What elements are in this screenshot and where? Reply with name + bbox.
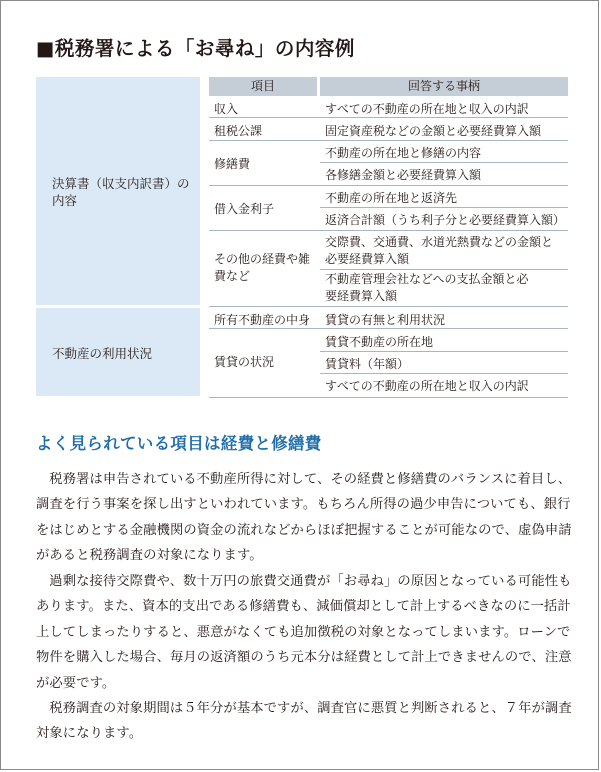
table-item: 借入金利子	[214, 202, 275, 216]
table-item: 所有不動産の中身	[214, 313, 311, 327]
table-answer: 不動産の所在地と修繕の内容	[325, 146, 482, 160]
table-answer: 賃貸不動産の所在地	[325, 335, 434, 349]
table-rule	[209, 328, 568, 329]
table-rule	[209, 397, 568, 398]
table-header-item: 項目	[209, 77, 317, 96]
table-item: 修繕費	[214, 157, 251, 171]
table-rule	[320, 351, 568, 352]
body-paragraph: 過剰な接待交際費や、数十万円の旅費交通費が「お尋ね」の原因となっている可能性もあります。また、資本的支出である修繕費も、減価償却として計上するべきなのに一括計上してしまったりすると、悪意がなくても追加徴税の対象となってしまいます。ローンで物件を購入した場合、毎月の返済額のうち元本分は経費として計上できませんので、注意が必要です。	[36, 574, 572, 691]
table-rule	[320, 373, 568, 374]
table-answer: 不動産の所在地と返済先	[325, 191, 458, 205]
table-answer: 賃貸の有無と利用状況	[325, 313, 446, 327]
body-paragraph: 税務署は申告されている不動産所得に対して、その経費と修繕費のバランスに着目し、調査を行う事案を探し出すといわれています。もちろん所得の過少申告についても、銀行をはじめとする金融機関の資金の流れなどからほぼ把握することが可能なので、虚偽申請があると税務調査の対象になります。	[36, 472, 572, 564]
section-heading: よく見られている項目は経費と修繕費	[36, 434, 322, 453]
table-rule	[209, 140, 568, 141]
table-rule	[209, 117, 568, 118]
table-rule	[320, 269, 568, 270]
table-rule	[209, 185, 568, 186]
table-answer: 不動産管理会社などへの支払金額と必要経費算入額	[325, 272, 529, 303]
table-answer: すべての不動産の所在地と収入の内訳	[325, 379, 529, 393]
table-answer: 返済合計額（うち利子分と必要経費算入額）	[325, 213, 566, 227]
body-paragraph: 税務調査の対象期間は５年分が基本ですが、調査官に悪質と判断されると、７年が調査対象になります。	[36, 701, 572, 742]
table-answer: すべての不動産の所在地と収入の内訳	[325, 102, 529, 116]
table-item: 賃貸の状況	[214, 355, 275, 369]
category-label: 決算書（収支内訳書）の内容	[52, 176, 190, 208]
category-cell-usage	[36, 308, 200, 396]
table-rule	[209, 230, 568, 231]
page-title: ■税務署による「お尋ね」の内容例	[36, 37, 355, 60]
table-header-answer: 回答する事柄	[320, 77, 568, 96]
table-answer: 固定資産税などの金額と必要経費算入額	[325, 124, 542, 138]
table-answer: 各修繕金額と必要経費算入額	[325, 168, 482, 182]
table-item: 収入	[214, 102, 239, 116]
table-answer: 交際費、交通費、水道光熱費などの金額と必要経費算入額	[325, 235, 554, 266]
category-cell-financial	[36, 77, 200, 305]
table-item: その他の経費や雑費など	[214, 252, 311, 283]
table-item: 租税公課	[214, 124, 263, 138]
category-label: 不動産の利用状況	[52, 346, 153, 361]
table-rule	[320, 207, 568, 208]
table-answer: 賃貸料（年額）	[325, 357, 410, 371]
table-rule	[209, 306, 568, 307]
table-rule	[320, 162, 568, 163]
